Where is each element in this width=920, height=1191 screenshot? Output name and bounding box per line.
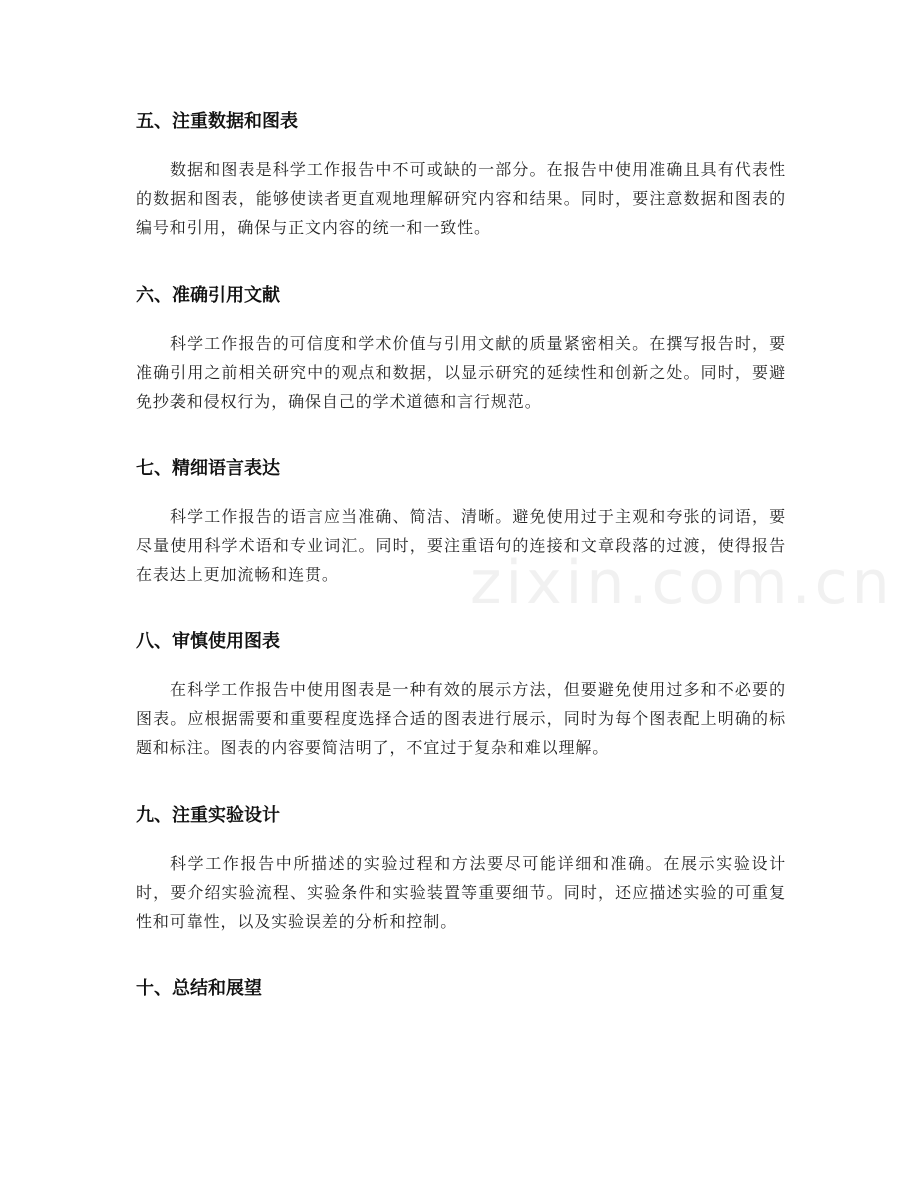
- section-heading: 七、精细语言表达: [136, 458, 280, 479]
- section-heading: 五、注重数据和图表: [136, 111, 298, 132]
- section-7: [136, 457, 786, 589]
- section-heading: 八、审慎使用图表: [136, 631, 280, 652]
- section-paragraph: 科学工作报告的可信度和学术价值与引用文献的质量紧密相关。在撰写报告时，要准确引用之前相关研究中的观点和数据，以显示研究的延续性和创新之处。同时，要避免抄袭和侵权行为，确保自己的学术道德和言行规范。: [136, 334, 786, 411]
- section-paragraph: 数据和图表是科学工作报告中不可或缺的一部分。在报告中使用准确且具有代表性的数据和图表，能够使读者更直观地理解研究内容和结果。同时，要注意数据和图表的编号和引用，确保与正文内容的统一和一致性。: [136, 160, 786, 237]
- section-paragraph: 在科学工作报告中使用图表是一种有效的展示方法，但要避免使用过多和不必要的图表。应根据需要和重要程度选择合适的图表进行展示，同时为每个图表配上明确的标题和标注。图表的内容要简洁明了，不宜过于复杂和难以理解。: [136, 680, 786, 757]
- section-6: [136, 284, 786, 416]
- section-9: [136, 804, 786, 936]
- section-paragraph: 科学工作报告的语言应当准确、简洁、清晰。避免使用过于主观和夸张的词语，要尽量使用科学术语和专业词汇。同时，要注重语句的连接和文章段落的过渡，使得报告在表达上更加流畅和连贯。: [136, 507, 786, 584]
- section-heading: 六、准确引用文献: [136, 285, 280, 306]
- watermark: zixin.com.cn: [470, 548, 894, 618]
- section-8: [136, 630, 786, 762]
- section-heading: 十、总结和展望: [136, 978, 262, 999]
- section-10: [136, 977, 786, 1001]
- section-5: [136, 110, 786, 242]
- section-heading: 九、注重实验设计: [136, 805, 280, 826]
- section-paragraph: 科学工作报告中所描述的实验过程和方法要尽可能详细和准确。在展示实验设计时，要介绍实验流程、实验条件和实验装置等重要细节。同时，还应描述实验的可重复性和可靠性，以及实验误差的分析和控制。: [136, 854, 786, 931]
